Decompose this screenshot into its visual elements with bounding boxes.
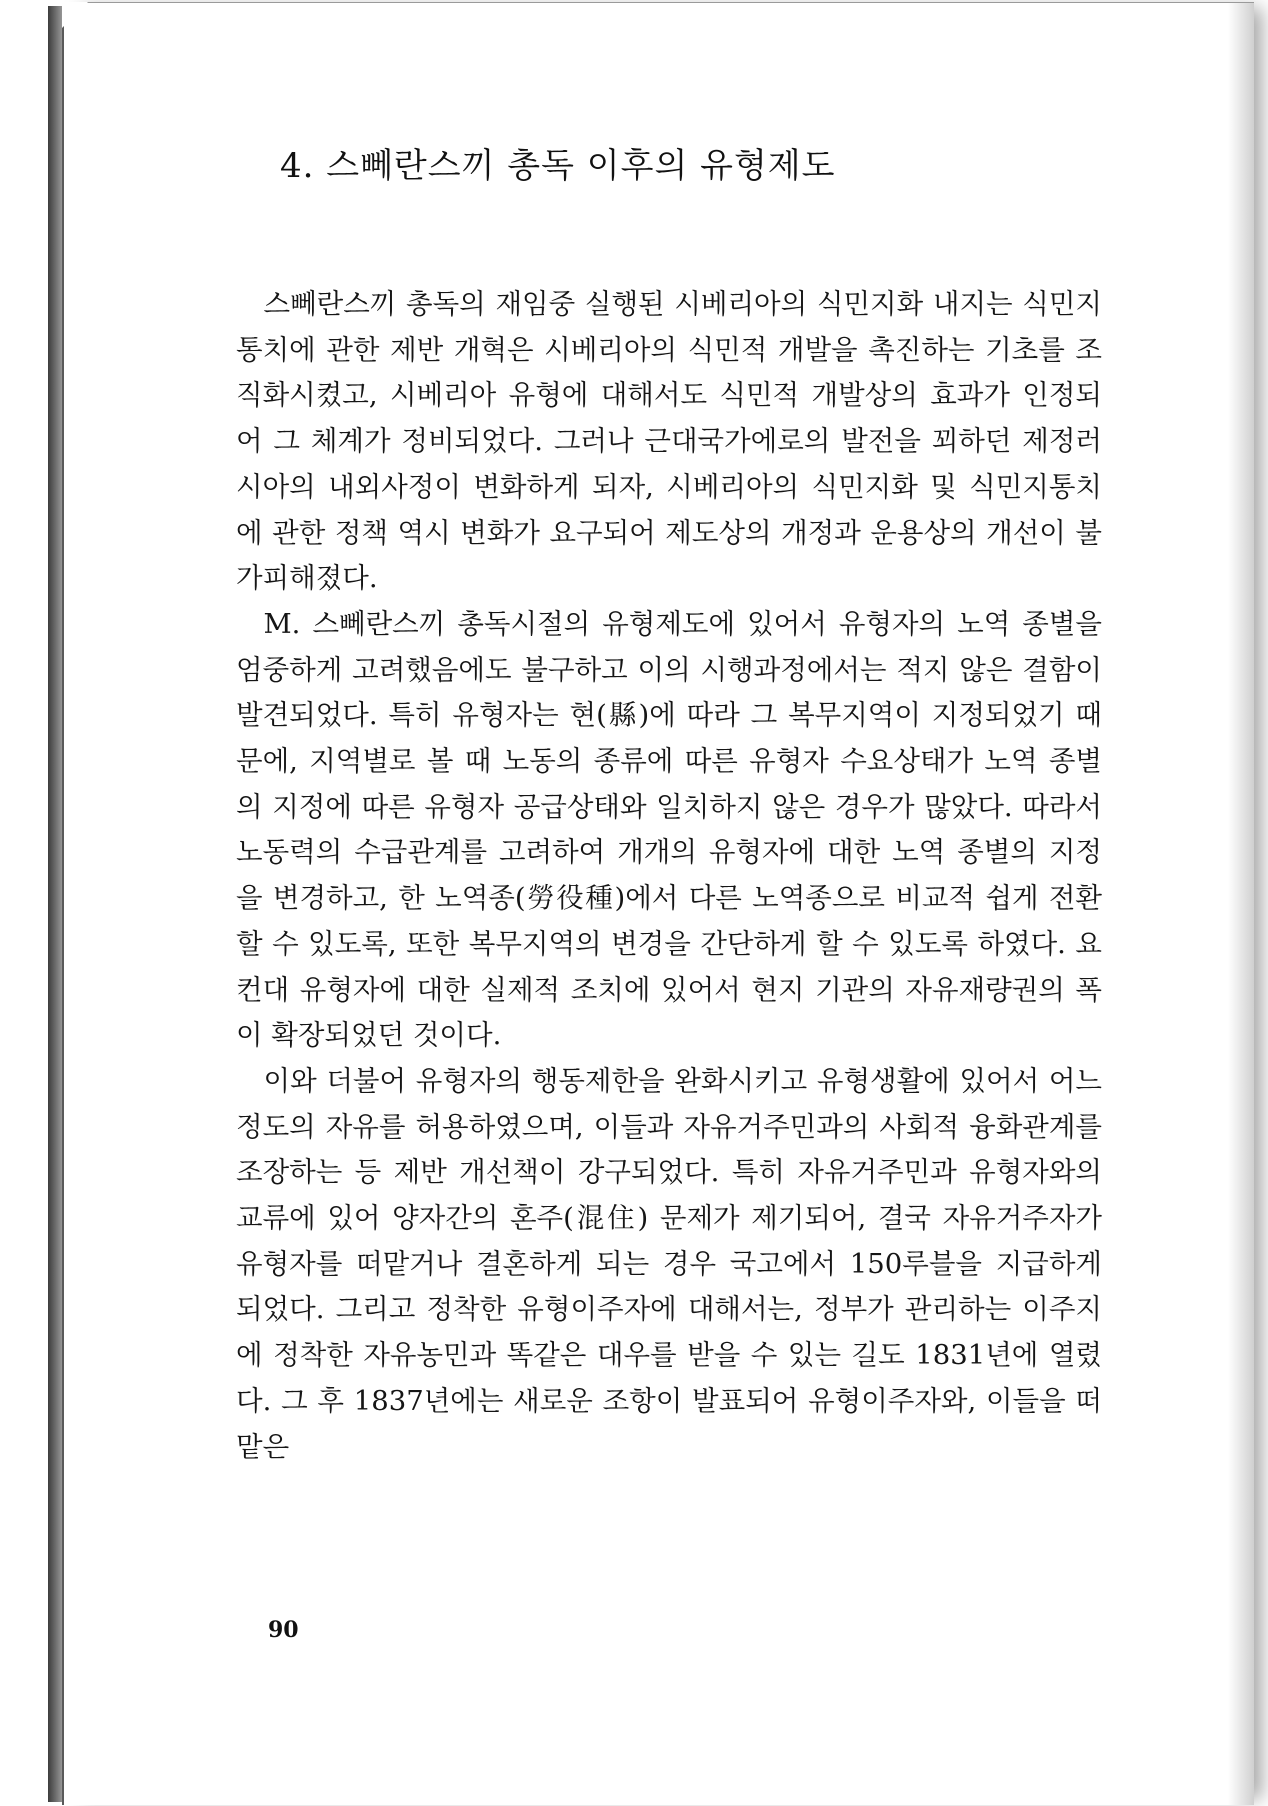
paragraph-1: 스뻬란스끼 총독의 재임중 실행된 시베리아의 식민지화 내지는 식민지 통치에 관한 제반 개혁은 시베리아의 식민적 개발을 촉진하는 기초를 조직화시켰고, 시베리아 유형에 대해서도 식민적 개발상의 효과가 인정되어 그 체계가 정비되었다. 그러나 근대국가에로의 발전을 꾀하던 제정러시아의 내외사정이 변화하게 되자, 시베리아의 식민지화 및 식민지통치에 관한 정책 역시 변화가 요구되어 제도상의 개정과 운용상의 개선이 불가피해졌다. <box>236 288 1102 595</box>
body-text <box>236 282 1102 1470</box>
paragraph-2: M. 스뻬란스끼 총독시절의 유형제도에 있어서 유형자의 노역 종별을 엄중하게 고려했음에도 불구하고 이의 시행과정에서는 적지 않은 결함이 발견되었다. 특히 유형자는 현(縣)에 따라 그 복무지역이 지정되었기 때문에, 지역별로 볼 때 노동의 종류에 따른 유형자 수요상태가 노역 종별의 지정에 따른 유형자 공급상태와 일치하지 않은 경우가 많았다. 따라서 노동력의 수급관계를 고려하여 개개의 유형자에 대한 노역 종별의 지정을 변경하고, 한 노역종(勞役種)에서 다른 노역종으로 비교적 쉽게 전환할 수 있도록, 또한 복무지역의 변경을 간단하게 할 수 있도록 하였다. 요컨대 유형자에 대한 실제적 조치에 있어서 현지 기관의 자유재량권의 폭이 확장되었던 것이다. <box>236 607 1102 1052</box>
section-heading: 4. 스뻬란스끼 총독 이후의 유형제도 <box>280 146 836 186</box>
page-corner-fold <box>62 2 88 28</box>
paragraph-3: 이와 더불어 유형자의 행동제한을 완화시키고 유형생활에 있어서 어느 정도의 자유를 허용하였으며, 이들과 자유거주민과의 사회적 융화관계를 조장하는 등 제반 개선책이 강구되었다. 특히 자유거주민과 유형자와의 교류에 있어 양자간의 혼주(混住) 문제가 제기되어, 결국 자유거주자가 유형자를 떠맡거나 결혼하게 되는 경우 국고에서 150루블을 지급하게 되었다. 그리고 정착한 유형이주자에 대해서는, 정부가 관리하는 이주지에 정착한 자유농민과 똑같은 대우를 받을 수 있는 길도 1831년에 열렸다. 그 후 1837년에는 새로운 조항이 발표되어 유형이주자와, 이들을 떠맡은 <box>236 1064 1102 1463</box>
page-number: 90 <box>268 1617 299 1643</box>
page-gutter-shadow <box>1228 3 1254 1805</box>
